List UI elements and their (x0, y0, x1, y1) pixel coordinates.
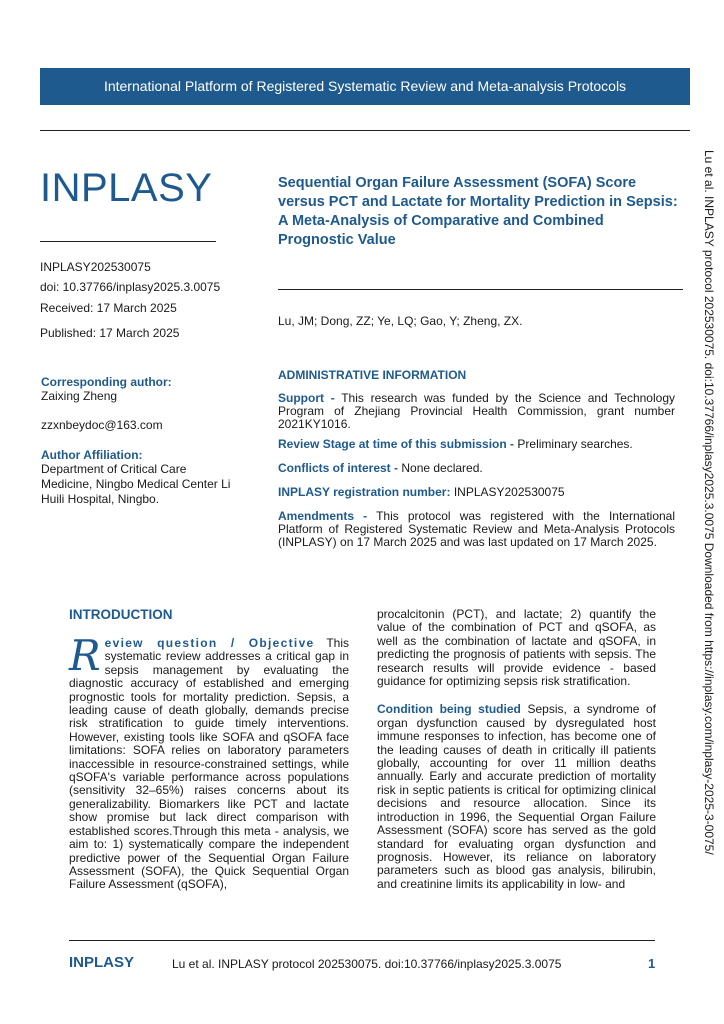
protocol-id: INPLASY202530075 (40, 260, 151, 274)
review-stage-label: Review Stage at time of this submission - (278, 437, 515, 451)
amendments-item (278, 510, 675, 549)
support-item (278, 392, 675, 431)
amendments-label: Amendments - (278, 509, 368, 523)
affiliation-text: Department of Critical Care Medicine, Ningbo Medical Center Li Huili Hospital, Ningbo. (41, 462, 231, 506)
registration-item (278, 486, 675, 499)
author-list: Lu, JM; Dong, ZZ; Ye, LQ; Gao, Y; Zheng, ZX. (278, 314, 523, 328)
footer-brand: INPLASY (69, 954, 135, 971)
amendments-text: This protocol was registered with the International Platform of Registered Systematic Review and Meta-Analysis Protocols (INPLASY) on 17 March 2025 and was last updated on 17 March 2025. (278, 509, 675, 549)
support-text: This research was funded by the Science and Technology Program of Zhejiang Provincial Health Commission, grant number 2021KY1016. (278, 391, 675, 431)
paper-title: Sequential Organ Failure Assessment (SOFA) Score versus PCT and Lactate for Mortality Prediction in Sepsis: A Meta-Analysis of Comparative and Combined Prognostic Value (278, 175, 678, 248)
support-label: Support - (278, 391, 335, 405)
condition-paragraph (377, 703, 656, 891)
footer-rule (69, 940, 655, 941)
condition-text: Sepsis, a syndrome of organ dysfunction caused by dysregulated host immune responses to infection, has become one of the leading causes of death in critically ill patients globally, accounting for over 11 million deaths annually. Early and accurate prediction of mortality risk in septic patients is critical for optimizing clinical decisions and resource allocation. Since its introduction in 1996, the Sequential Organ Failure Assessment (SOFA) score has served as the gold standard for evaluating organ dysfunction and prognosis. However, its reliance on laboratory parameters such as blood gas analysis, bilirubin, and creatinine limits its applicability in low- and (377, 702, 656, 891)
drop-cap: R (69, 631, 101, 680)
review-question-label: eview question / Objective (104, 636, 315, 650)
intro-paragraph: This systematic review addresses a critical gap in sepsis management by evaluating the diagnostic accuracy of established and emerging prognostic tools for mortality prediction. Sepsis, a leading cause of death globally, demands precise risk stratification to guide timely interventions. However, existing tools like SOFA and qSOFA face limitations: SOFA relies on laboratory parameters inaccessible in resource-constrained settings, while qSOFA's variable performance across populations (sensitivity 32–65%) raises concerns about its generalizability. Biomarkers like PCT and lactate show promise but lack direct comparison with established scores.Through this meta - analysis, we aim to: 1) systematically compare the independent predictive power of the Sequential Organ Failure Assessment (SOFA), the Quick Sequential Organ Failure Assessment (qSOFA), (69, 636, 349, 892)
brand-logo: INPLASY (40, 166, 213, 210)
intro-paragraph-continued: procalcitonin (PCT), and lactate; 2) quantify the value of the combination of PCT and qSOFA, as well as the combination of lactate and qSOFA, in predicting the prognosis of patients with sepsis. The research results will provide evidence - based guidance for optimizing sepsis risk stratification. (377, 607, 656, 689)
registration-text: INPLASY202530075 (450, 485, 565, 499)
introduction-heading: INTRODUCTION (69, 607, 173, 622)
page-number: 1 (648, 956, 656, 971)
footer-citation: Lu et al. INPLASY protocol 202530075. doi:10.37766/inplasy2025.3.0075 (172, 957, 562, 971)
condition-label: Condition being studied (377, 702, 521, 717)
affiliation-label: Author Affiliation: (41, 448, 143, 462)
registration-label: INPLASY registration number: (278, 485, 451, 499)
corresponding-name: Zaixing Zheng (41, 389, 118, 403)
intro-column-left (69, 631, 349, 892)
intro-column-right (377, 608, 656, 891)
doi: doi: 10.37766/inplasy2025.3.0075 (40, 280, 221, 294)
brand-underline (40, 241, 216, 242)
top-rule (40, 130, 690, 131)
corresponding-label: Corresponding author: (41, 375, 172, 389)
conflicts-label: Conflicts of interest - (278, 461, 399, 475)
admin-heading: ADMINISTRATIVE INFORMATION (278, 368, 467, 382)
download-side-note: Lu et al. INPLASY protocol 202530075. doi:10.37766/inplasy2025.3.0075 Downloaded from https://inplasy.com/inplasy-2025-3-0075/ (702, 150, 716, 855)
conflicts-item (278, 462, 675, 475)
review-stage-item (278, 438, 675, 451)
received-date: Received: 17 March 2025 (40, 301, 177, 315)
header-banner: International Platform of Registered Systematic Review and Meta-analysis Protocols (40, 68, 690, 105)
corresponding-email[interactable]: zzxnbeydoc@163.com (41, 418, 163, 432)
review-stage-text: Preliminary searches. (514, 437, 633, 451)
title-rule (278, 289, 683, 290)
conflicts-text: None declared. (398, 461, 483, 475)
published-date: Published: 17 March 2025 (40, 326, 180, 340)
